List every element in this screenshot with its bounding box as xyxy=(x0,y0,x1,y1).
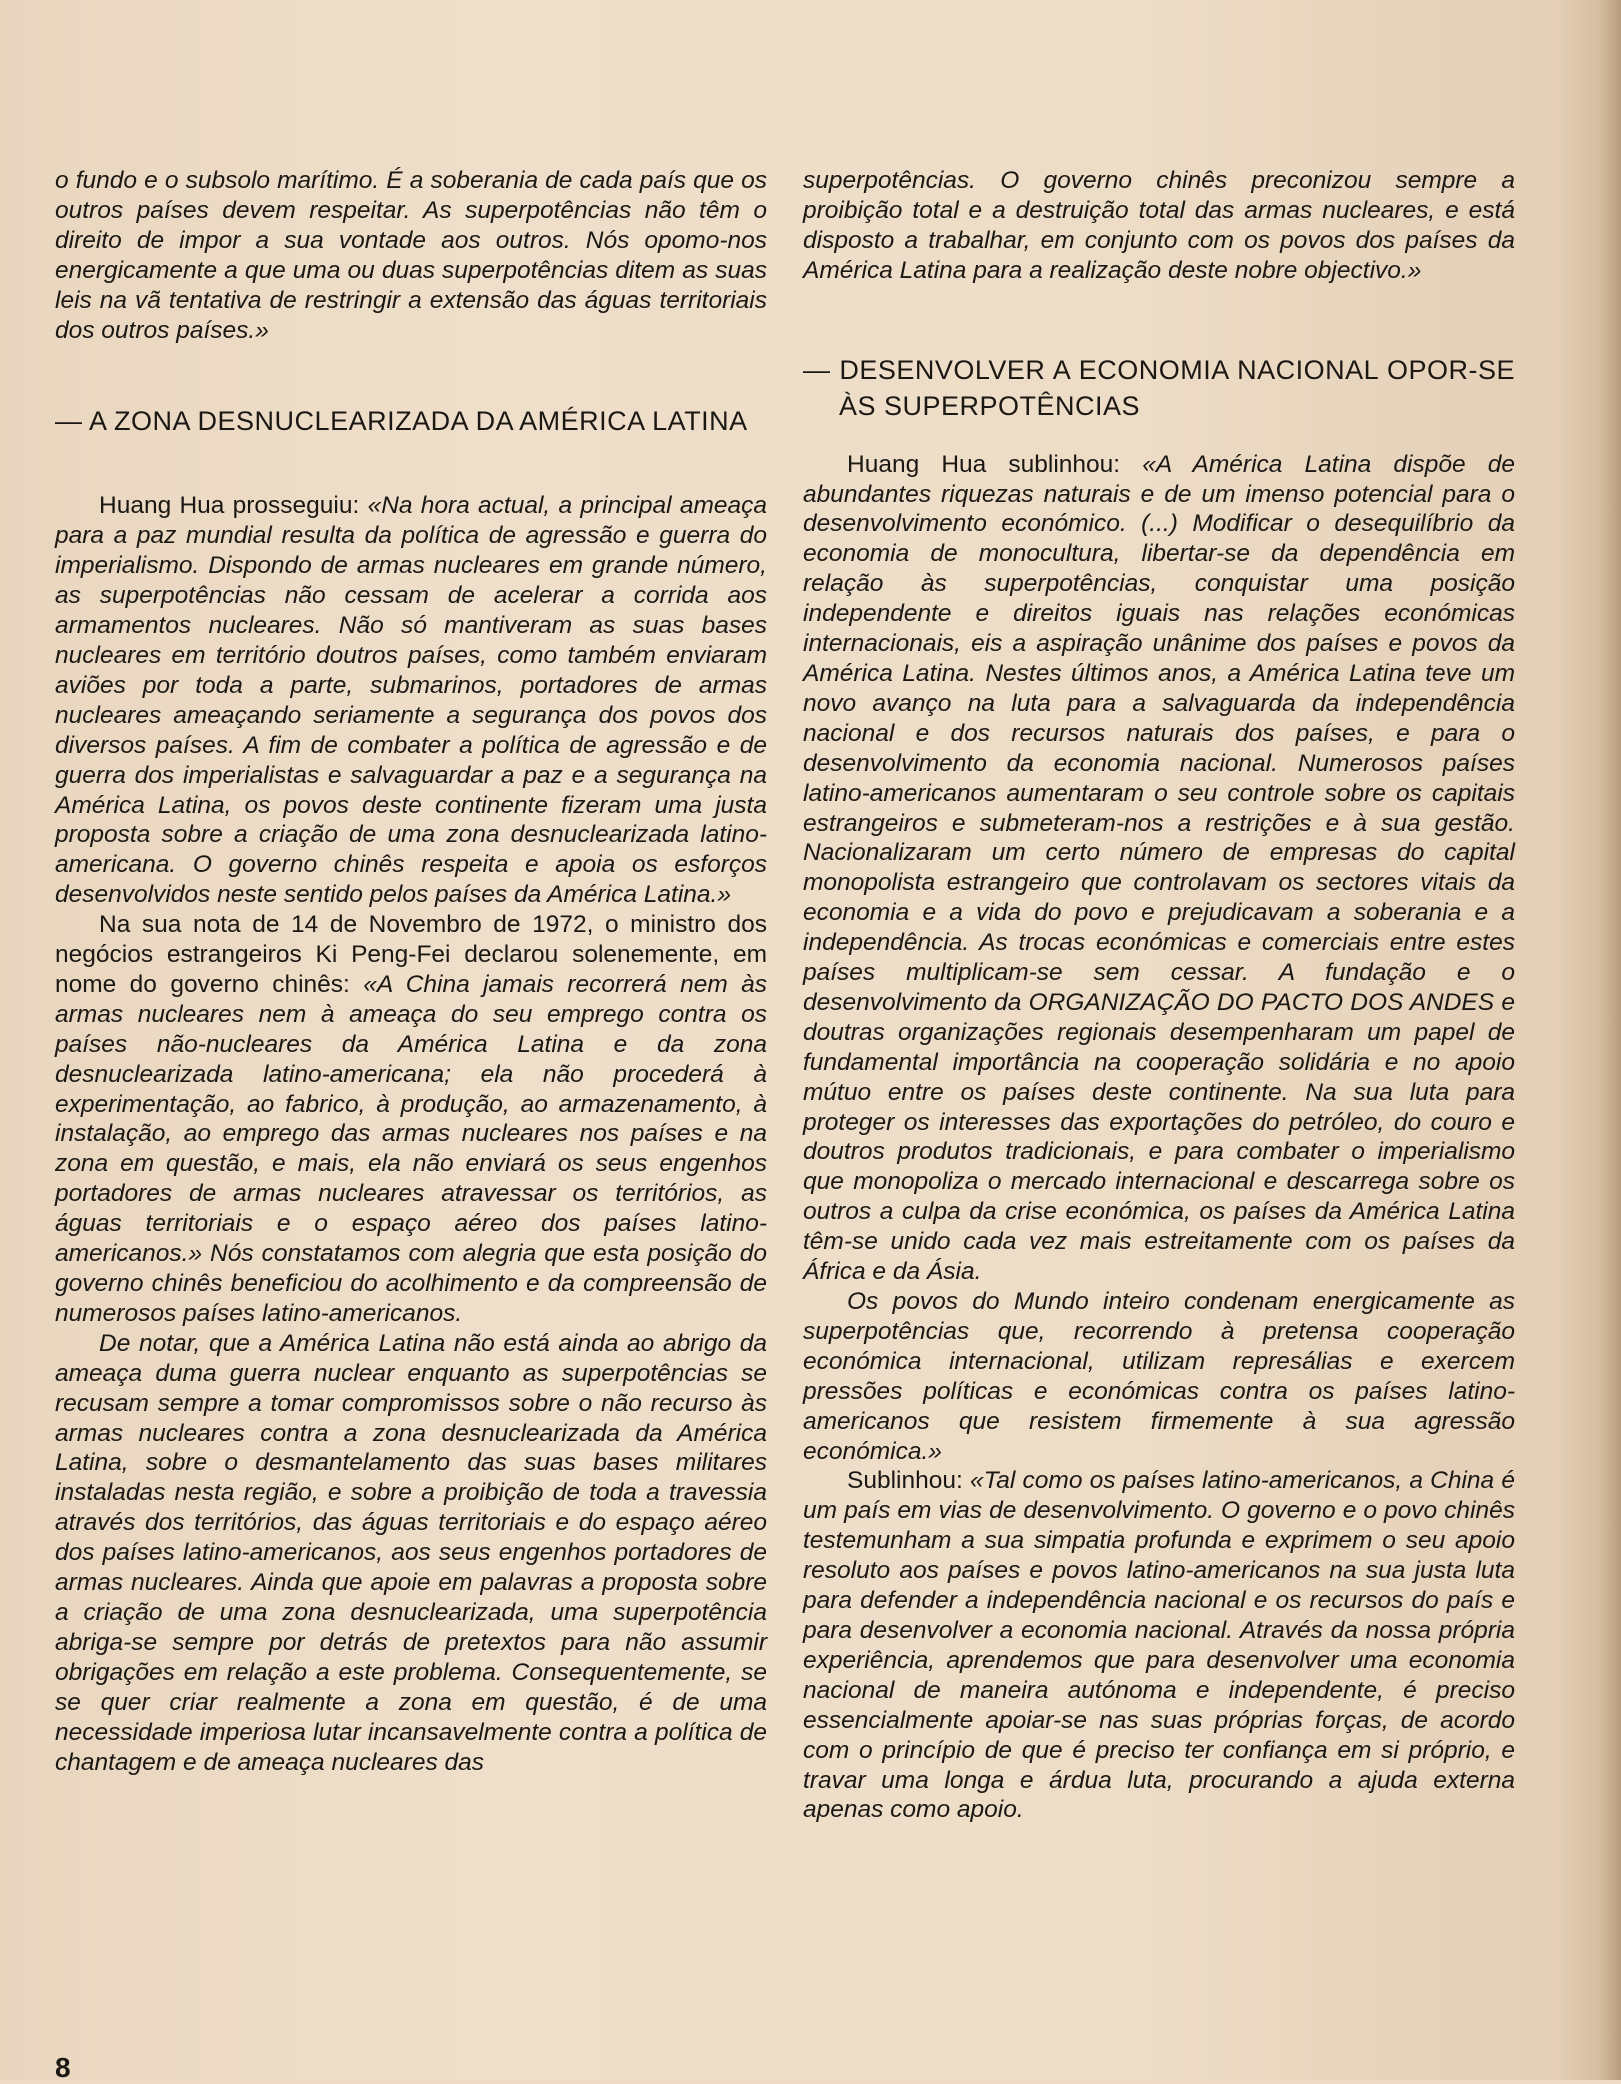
right-paragraph-1: superpotências. O governo chinês preconizou sempre a proibição total e a destruição total das armas nucleares, e está disposto a trabalhar, em conjunto com os povos dos países da América Latina para a realização deste nobre objectivo.» xyxy=(803,167,1515,284)
right-paragraph-3: Os povos do Mundo inteiro condenam energicamente as superpotências que, recorrendo à pretensa cooperação económica internacional, utilizam represálias e exercem pressões políticas e económicas contra os países latino-americanos que resistem firmemente à sua agressão económica.» xyxy=(803,1288,1515,1465)
section-heading-economia: — DESENVOLVER A ECONOMIA NACIONAL OPOR-SE ÀS SUPERPOTÊNCIAS xyxy=(803,354,1515,421)
right-paragraph-4 xyxy=(803,1466,1515,1825)
paragraph-intro: Huang Hua sublinhou: xyxy=(847,450,1143,478)
paragraph-quote: «Tal como os países latino-americanos, a China é um país em vias de desenvolvimento. O governo e o povo chinês testemunham a sua simpatia profunda e exprimem o seu apoio resoluto aos países e povos latino-americanos na sua justa luta para defender a independência nacional e os recursos do país e para desenvolver a economia nacional. Através da nossa própria experiência, aprendemos que para desenvolver uma economia nacional de maneira autónoma e independente, é preciso essencialmente apoiar-se nas suas próprias forças, de acordo com o princípio de que é preciso ter confiança em si próprio, e travar uma longa e árdua luta, procurando a ajuda externa apenas como apoio. xyxy=(803,1467,1515,1824)
left-paragraph-1: o fundo e o subsolo marítimo. É a soberania de cada país que os outros países devem respeitar. As superpotências não têm o direito de impor a sua vontade aos outros. Nós opomo-nos energicamente a que uma ou duas superpotências ditem as suas leis na vã tentativa de restringir a extensão das águas territoriais dos outros países.» xyxy=(55,167,767,344)
page-edge xyxy=(1599,0,1621,2080)
right-column xyxy=(803,166,1515,1825)
paragraph-quote: «A China jamais recorrerá nem às armas nucleares nem à ameaça do seu emprego contra os países não-nucleares da América Latina e da zona desnuclearizada latino-americana; ela não procederá à experimentação, ao fabrico, à produção, ao armazenamento, à instalação, ao emprego das armas nucleares nos países e na zona em questão, e mais, ela não enviará os seus engenhos portadores de armas nucleares atravessar os territórios, as águas territoriais e o espaço aéreo dos países latino-americanos.» Nós constatamos com alegria que esta posição do governo chinês beneficiou do acolhimento e da compreensão de numerosos países latino-americanos. xyxy=(55,970,767,1327)
paragraph-intro: Sublinhou: xyxy=(847,1467,970,1495)
right-paragraph-2 xyxy=(803,450,1515,1287)
left-paragraph-3 xyxy=(55,910,767,1329)
section-heading-zona: — A ZONA DESNUCLEARIZADA DA AMÉRICA LATINA xyxy=(55,406,748,437)
left-paragraph-4: De notar, que a América Latina não está ainda ao abrigo da ameaça duma guerra nuclear enquanto as superpotências se recusam sempre a tomar compromissos sobre o não recurso às armas nucleares contra a zona desnuclearizada da América Latina, sobre o desmantelamento das suas bases militares instaladas nesta região, e sobre a proibição de toda a travessia através dos territórios, das águas territoriais e do espaço aéreo dos países latino-americanos, aos seus engenhos portadores de armas nucleares. Ainda que apoie em palavras a proposta sobre a criação de uma zona desnuclearizada, uma superpotência abriga-se sempre por detrás de pretextos para não assumir obrigações em relação a este problema. Consequentemente, se se quer criar realmente a zona em questão, é de uma necessidade imperiosa lutar incansavelmente contra a política de chantagem e de ameaça nucleares das xyxy=(55,1329,767,1776)
spacer xyxy=(803,286,1515,352)
spacer xyxy=(55,345,767,403)
paragraph-quote: «Na hora actual, a principal ameaça para a paz mundial resulta da política de agressão e guerra do imperialismo. Dispondo de armas nucleares em grande número, as superpotências não cessam de acelerar a corrida aos armamentos nucleares. Não só mantiveram as suas bases nucleares em território doutros países, como também enviaram aviões por toda a parte, submarinos, portadores de armas nucleares ameaçando seriamente a segurança dos povos dos diversos países. A fim de combater a política de agressão e de guerra dos imperialistas e salvaguardar a paz e a segurança na América Latina, os povos deste continente fizeram uma justa proposta sobre a criação de uma zona desnuclearizada latino-americana. O governo chinês respeita e apoia os esforços desenvolvidos neste sentido pelos países da América Latina.» xyxy=(55,492,767,909)
paragraph-quote: «A América Latina dispõe de abundantes riquezas naturais e de um imenso potencial para o desenvolvimento económico. (...) Modificar o desequilíbrio da economia de monocultura, libertar-se da dependência em relação às superpotências, conquistar uma posição independente e direitos iguais nas relações económicas internacionais, eis a aspiração unânime dos países e povos da América Latina. Nestes últimos anos, a América Latina teve um novo avanço na luta para a salvaguarda da independência nacional e dos recursos naturais dos países, e para o desenvolvimento da economia nacional. Numerosos países latino-americanos aumentaram o seu controle sobre os capitais estrangeiros e submeteram-nos a restrições e à sua gestão. Nacionalizaram um certo número de empresas do capital monopolista estrangeiro que controlavam os sectores vitais da economia e a vida do povo e prejudicavam a soberania e a independência. As trocas económicas e comerciais entre estes países multiplicam-se sem cessar. A fundação e o desenvolvimento da ORGANIZAÇÃO DO PACTO DOS ANDES e doutras organizações regionais desempenharam um papel de fundamental importância na cooperação solidária e no apoio mútuo entre os países deste continente. Na sua luta para proteger os interesses das exportações do petróleo, do couro e doutros produtos tradicionais, e para combater o imperialismo que monopoliza o mercado internacional e descarrega sobre os outros a culpa da crise económica, os países da América Latina têm-se unido cada vez mais estreitamente com os países da África e da Ásia. xyxy=(803,450,1515,1286)
spacer xyxy=(55,439,767,491)
paragraph-intro: Na sua nota de 14 de Novembro de 1972, o ministro dos negócios estrangeiros Ki Peng-Fei declarou solenemente, em nome do governo chinês: xyxy=(55,911,767,998)
left-column xyxy=(55,166,767,1777)
page-number: 8 xyxy=(55,2052,71,2083)
spacer xyxy=(803,424,1515,450)
paragraph-intro: Huang Hua prosseguiu: xyxy=(99,492,368,520)
left-paragraph-2 xyxy=(55,491,767,910)
